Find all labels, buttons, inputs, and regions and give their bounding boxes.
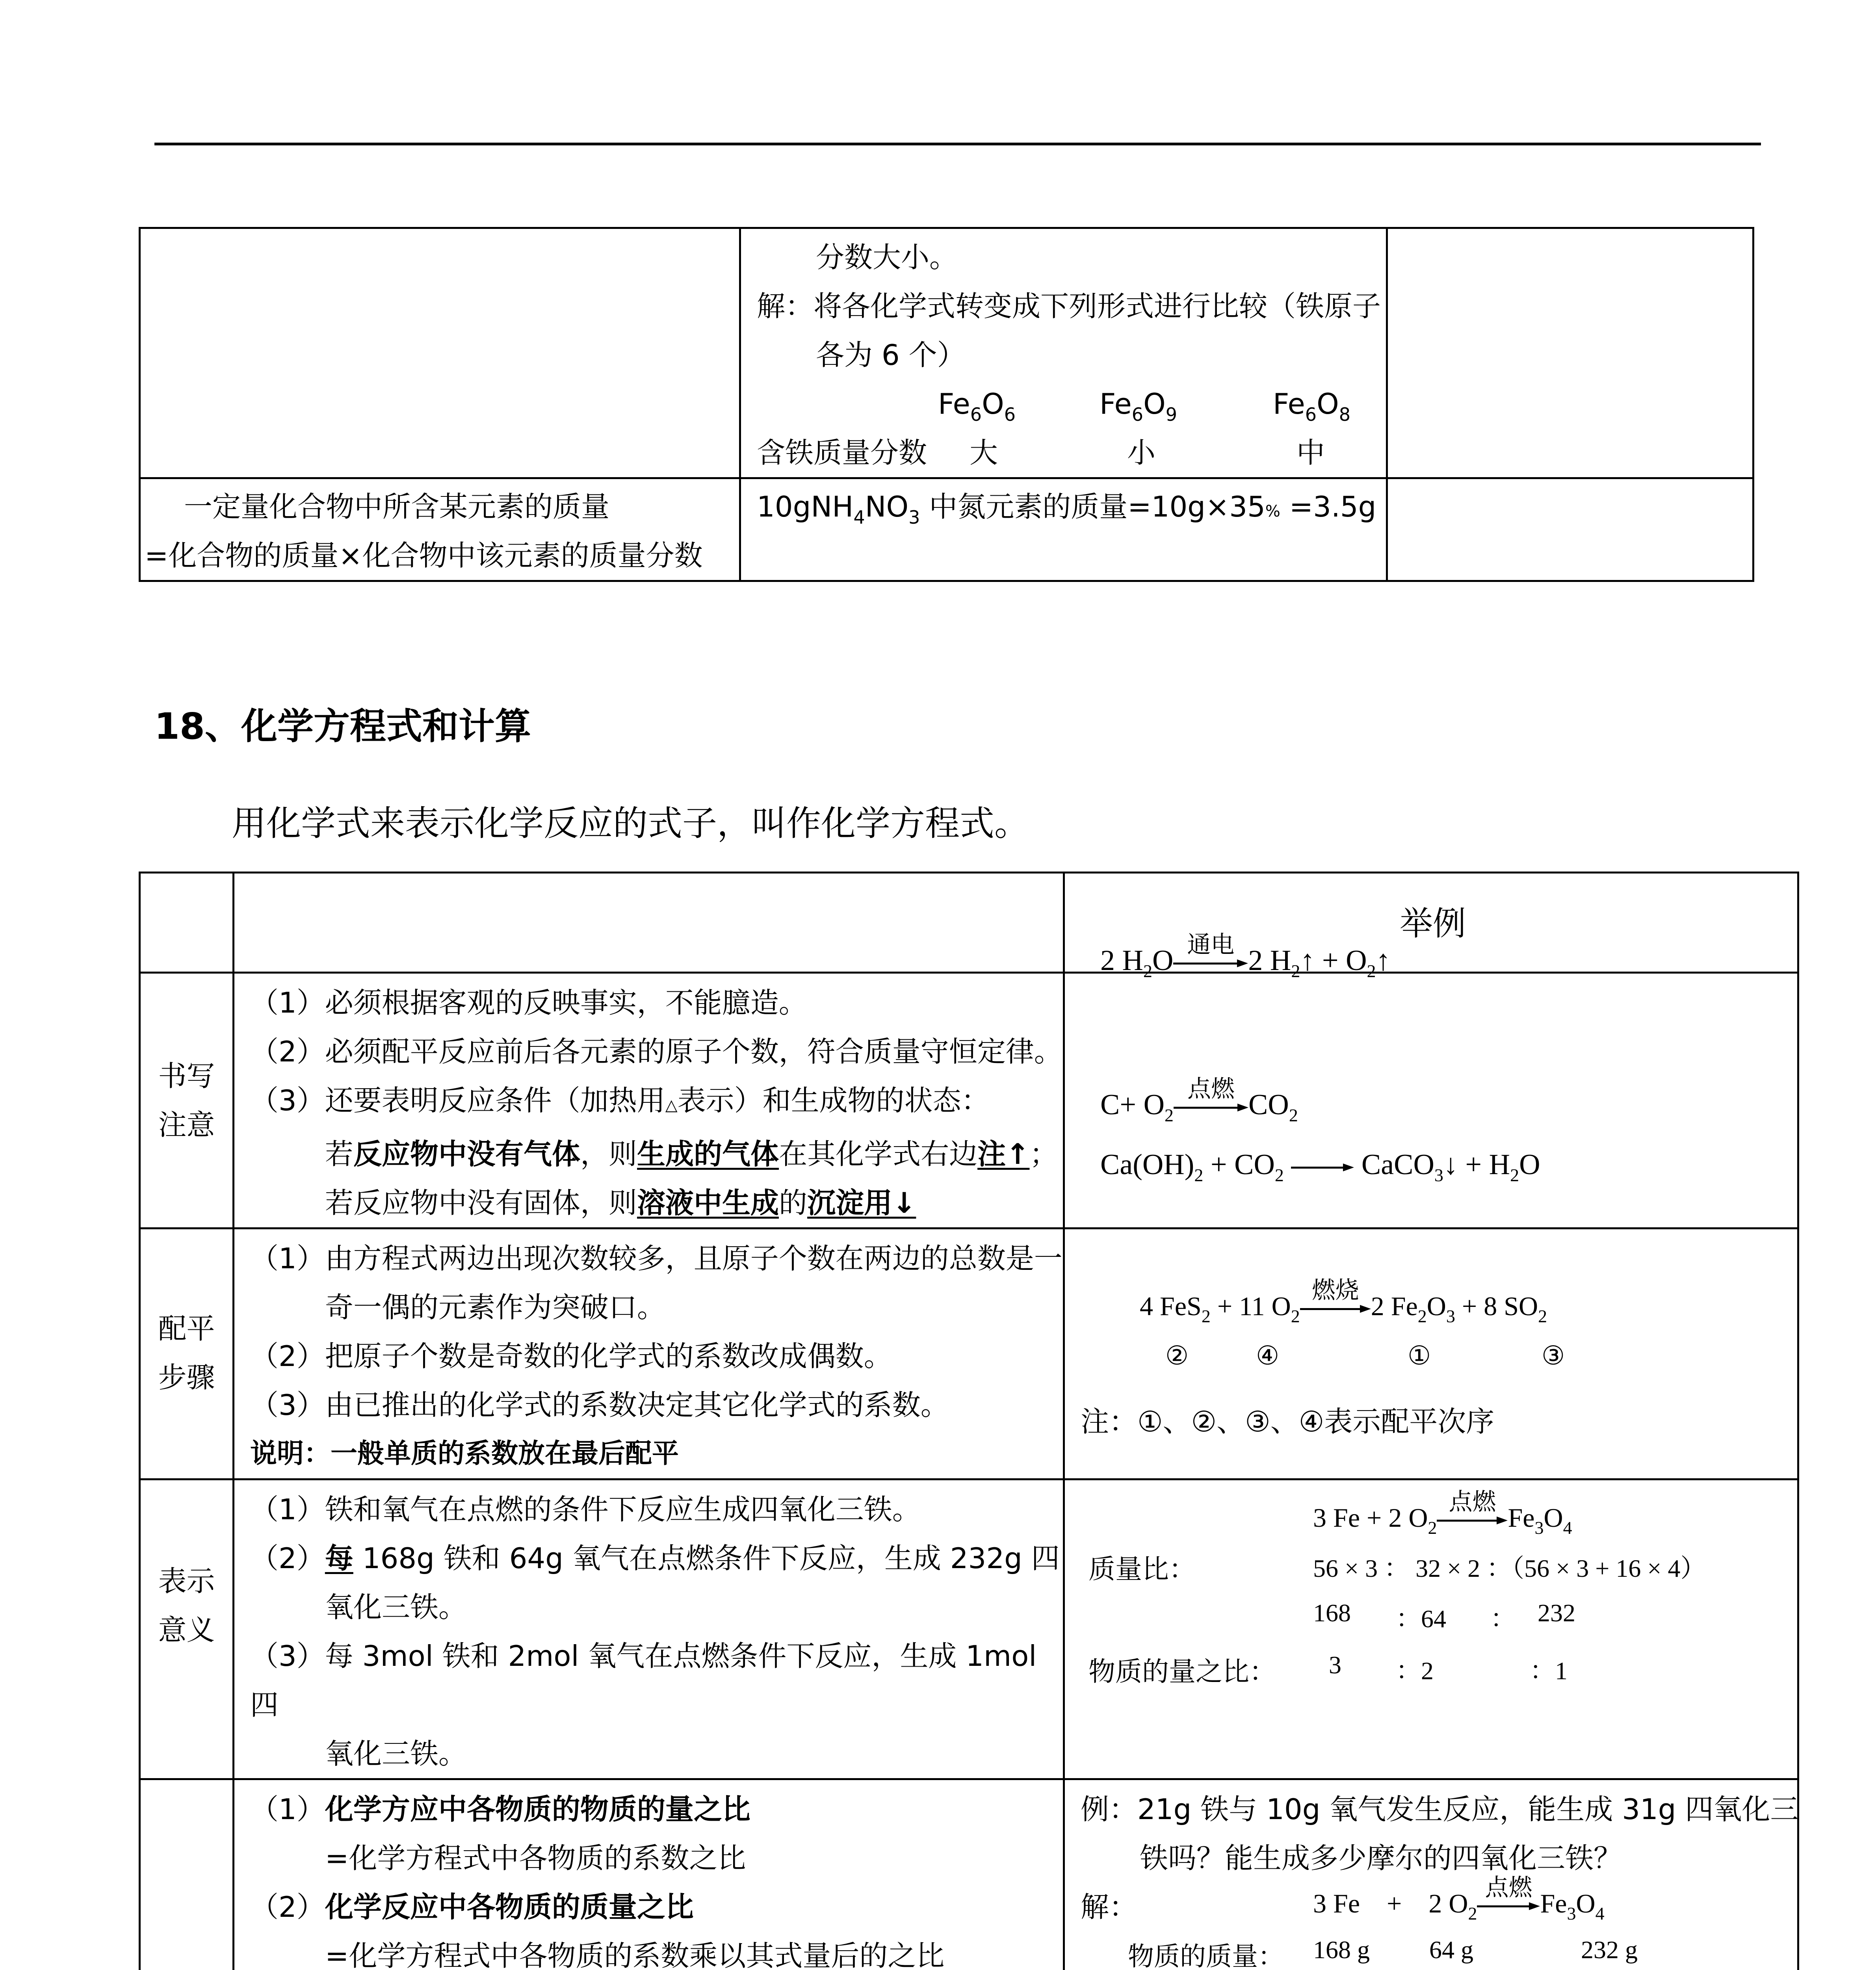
- mass-ratio-label: 质量比：: [1088, 1554, 1196, 1584]
- table-row: [140, 228, 1753, 478]
- order-mark: ④: [1256, 1342, 1280, 1370]
- mol-value: ：2: [1396, 1657, 1434, 1685]
- rule-item: （3）每 3mol 铁和 2mol 氧气在点燃条件下反应，生成 1mol 四: [250, 1639, 1037, 1721]
- order-note: 注：①、②、③、④表示配平次序: [1081, 1405, 1495, 1438]
- row-label: 配平: [158, 1312, 215, 1345]
- calc-rule: =化学方程式中各物质的系数之比: [325, 1842, 746, 1875]
- order-mark: ①: [1408, 1342, 1431, 1370]
- section-title: 18、化学方程式和计算: [154, 705, 531, 747]
- section-intro: 用化学式来表示化学反应的式子，叫作化学方程式。: [232, 803, 1029, 844]
- table-row: [140, 1228, 1798, 1479]
- compare-value: 小: [1127, 436, 1156, 469]
- table-row: [140, 973, 1798, 1228]
- rule-item: 奇一偶的元素作为突破口。: [325, 1291, 666, 1324]
- equation-limewater: $Ca(OH)_2 + CO_2$ CaCO$_3$↓ + $H_2O$: [1100, 1149, 1540, 1185]
- rule-item: （2）每 168g 铁和 64g 氧气在点燃条件下反应，生成 232g 四: [250, 1542, 1060, 1575]
- formula-fe6o6: $Fe_6O_6$: [938, 387, 1016, 425]
- mass-value: 168 g: [1313, 1936, 1370, 1964]
- equation-electrolysis: 2 $H_2O$ 通电 2 $H_2↑$ + $O_2↑$: [1100, 932, 1391, 981]
- compare-label: 含铁质量分数: [757, 436, 927, 469]
- rule-gas: 若反应物中没有气体，则生成的气体在其化学式右边注↑；: [325, 1137, 1058, 1171]
- table-cell: [234, 1228, 1064, 1479]
- cell-text: 一定量化合物中所含某元素的质量: [184, 490, 610, 523]
- table-cell: [1387, 228, 1753, 478]
- mass-value: 168: [1313, 1599, 1351, 1627]
- table-row: [140, 873, 1798, 973]
- rule-item: （1）必须根据客观的反映事实，不能臆造。: [250, 986, 807, 1019]
- mol-value: 3: [1329, 1651, 1341, 1679]
- header-rule: [154, 143, 1761, 145]
- mass-value: 232 g: [1581, 1936, 1638, 1964]
- nh4no3-example: $10gNH_4NO_3$ 中氮元素的质量=10g×35% =3.5g: [757, 490, 1376, 528]
- table-cell: [740, 478, 1387, 581]
- table-row: [140, 1479, 1798, 1779]
- table-cell: [140, 873, 234, 973]
- mol-ratio-label: 物质的量之比：: [1088, 1657, 1276, 1687]
- mass-label: 物质的质量：: [1128, 1942, 1284, 1970]
- cell-text: 解：将各化学式转变成下列形式进行比较（铁原子: [757, 290, 1381, 323]
- example-text: 例：21g 铁与 10g 氧气发生反应，能生成 31g 四氧化三: [1081, 1793, 1799, 1826]
- table-cell: [234, 973, 1064, 1228]
- table-cell: [140, 973, 234, 1228]
- equation-iron-oxide: 3 Fe + 2 $O_2$ 点燃 $Fe_3O_4$: [1313, 1489, 1572, 1538]
- rule-item: 氧化三铁。: [325, 1737, 467, 1770]
- rule-item: （2）必须配平反应前后各元素的原子个数，符合质量守恒定律。: [250, 1035, 1062, 1068]
- cell-text: 分数大小。: [816, 241, 958, 274]
- formula-fe6o8: $Fe_6O_8$: [1273, 387, 1351, 425]
- mass-value: ：: [1490, 1605, 1516, 1633]
- arrow-icon: 点燃: [1437, 1517, 1508, 1524]
- equation-table: [139, 872, 1799, 1970]
- arrow-icon: 点燃: [1477, 1902, 1540, 1910]
- row-label: 书写: [158, 1059, 215, 1093]
- example-text: 解：: [1081, 1890, 1138, 1924]
- row-label: 步骤: [158, 1361, 215, 1394]
- table-row: [140, 1779, 1798, 1970]
- formula-fe6o9: $Fe_6O_9$: [1100, 387, 1178, 425]
- table-cell: [1064, 973, 1798, 1228]
- calc-rule: （1）化学方应中各物质的物质的量之比: [250, 1793, 750, 1826]
- mass-value: 232: [1538, 1599, 1575, 1627]
- table-cell: [1064, 873, 1798, 981]
- table-cell: [1064, 1479, 1798, 1779]
- table-cell: [140, 1779, 234, 1970]
- table-cell: [140, 228, 740, 478]
- mass-ratio-expr: 56 × 3 ： 32 × 2 ：（56 × 3 + 16 × 4）: [1313, 1554, 1706, 1582]
- table-cell: [234, 1479, 1064, 1779]
- row-label: 注意: [158, 1108, 215, 1141]
- table-cell: [740, 228, 1387, 478]
- compare-value: 中: [1296, 436, 1325, 469]
- arrow-icon: [1291, 1163, 1354, 1171]
- table-cell: [234, 1779, 1064, 1970]
- row-label: 意义: [158, 1613, 215, 1647]
- mol-value: ：1: [1530, 1657, 1568, 1685]
- table-continued: [139, 227, 1754, 582]
- equation-fes2: 4 FeS$_2$ + 11 $O_2$ 燃烧 2 $Fe_2O_3 + 8$ $SO_2$: [1140, 1277, 1547, 1326]
- cell-text: =化合物的质量×化合物中该元素的质量分数: [145, 539, 703, 572]
- table-cell: [1064, 1779, 1798, 1970]
- arrow-icon: 点燃: [1174, 1104, 1248, 1111]
- table-cell: [1387, 478, 1753, 581]
- rule-item: （2）把原子个数是奇数的化学式的系数改成偶数。: [250, 1340, 892, 1373]
- mass-value: 64 g: [1429, 1936, 1473, 1964]
- formula-row: [757, 379, 1386, 428]
- mass-value: ：64: [1396, 1605, 1446, 1633]
- table-cell: [140, 1228, 234, 1479]
- table-cell: [140, 1479, 234, 1779]
- order-mark: ③: [1542, 1342, 1565, 1370]
- rule-item: （1）由方程式两边出现次数较多，且原子个数在两边的总数是一: [250, 1242, 1062, 1275]
- header-example: 举例: [1400, 904, 1466, 943]
- calc-rule: （2）化学反应中各物质的质量之比: [250, 1890, 694, 1924]
- table-row: [140, 478, 1753, 581]
- equation-combustion-c: $C+ O_2$ 点燃 $CO_2$: [1100, 1076, 1298, 1125]
- cell-text: 各为 6 个）: [816, 338, 966, 372]
- arrow-icon: 通电: [1173, 959, 1248, 967]
- table-cell: [1064, 1228, 1798, 1479]
- rule-item: 氧化三铁。: [325, 1591, 467, 1624]
- example-text: 铁吗？能生成多少摩尔的四氧化三铁？: [1140, 1842, 1622, 1875]
- rule-item: （3）由已推出的化学式的系数决定其它化学式的系数。: [250, 1388, 949, 1422]
- table-cell: [234, 873, 1064, 973]
- equation-iron-oxide-calc: 3 Fe + 2 $O_2$ 点燃 $Fe_3O_4$: [1313, 1875, 1605, 1924]
- order-mark: ②: [1165, 1342, 1189, 1370]
- compare-row: [757, 428, 1386, 477]
- row-label: 表示: [158, 1565, 215, 1598]
- compare-value: 大: [970, 436, 998, 469]
- rule-item: （3）还要表明反应条件（加热用△表示）和生成物的状态：: [250, 1084, 990, 1117]
- rule-item: （1）铁和氧气在点燃的条件下反应生成四氧化三铁。: [250, 1493, 921, 1526]
- rule-note: 说明：一般单质的系数放在最后配平: [250, 1438, 679, 1469]
- rule-solid: 若反应物中没有固体，则溶液中生成的沉淀用↓: [325, 1186, 916, 1219]
- table-cell: [140, 478, 740, 581]
- arrow-icon: 燃烧: [1300, 1305, 1371, 1313]
- calc-rule: =化学方程式中各物质的系数乘以其式量后的之比: [325, 1939, 945, 1970]
